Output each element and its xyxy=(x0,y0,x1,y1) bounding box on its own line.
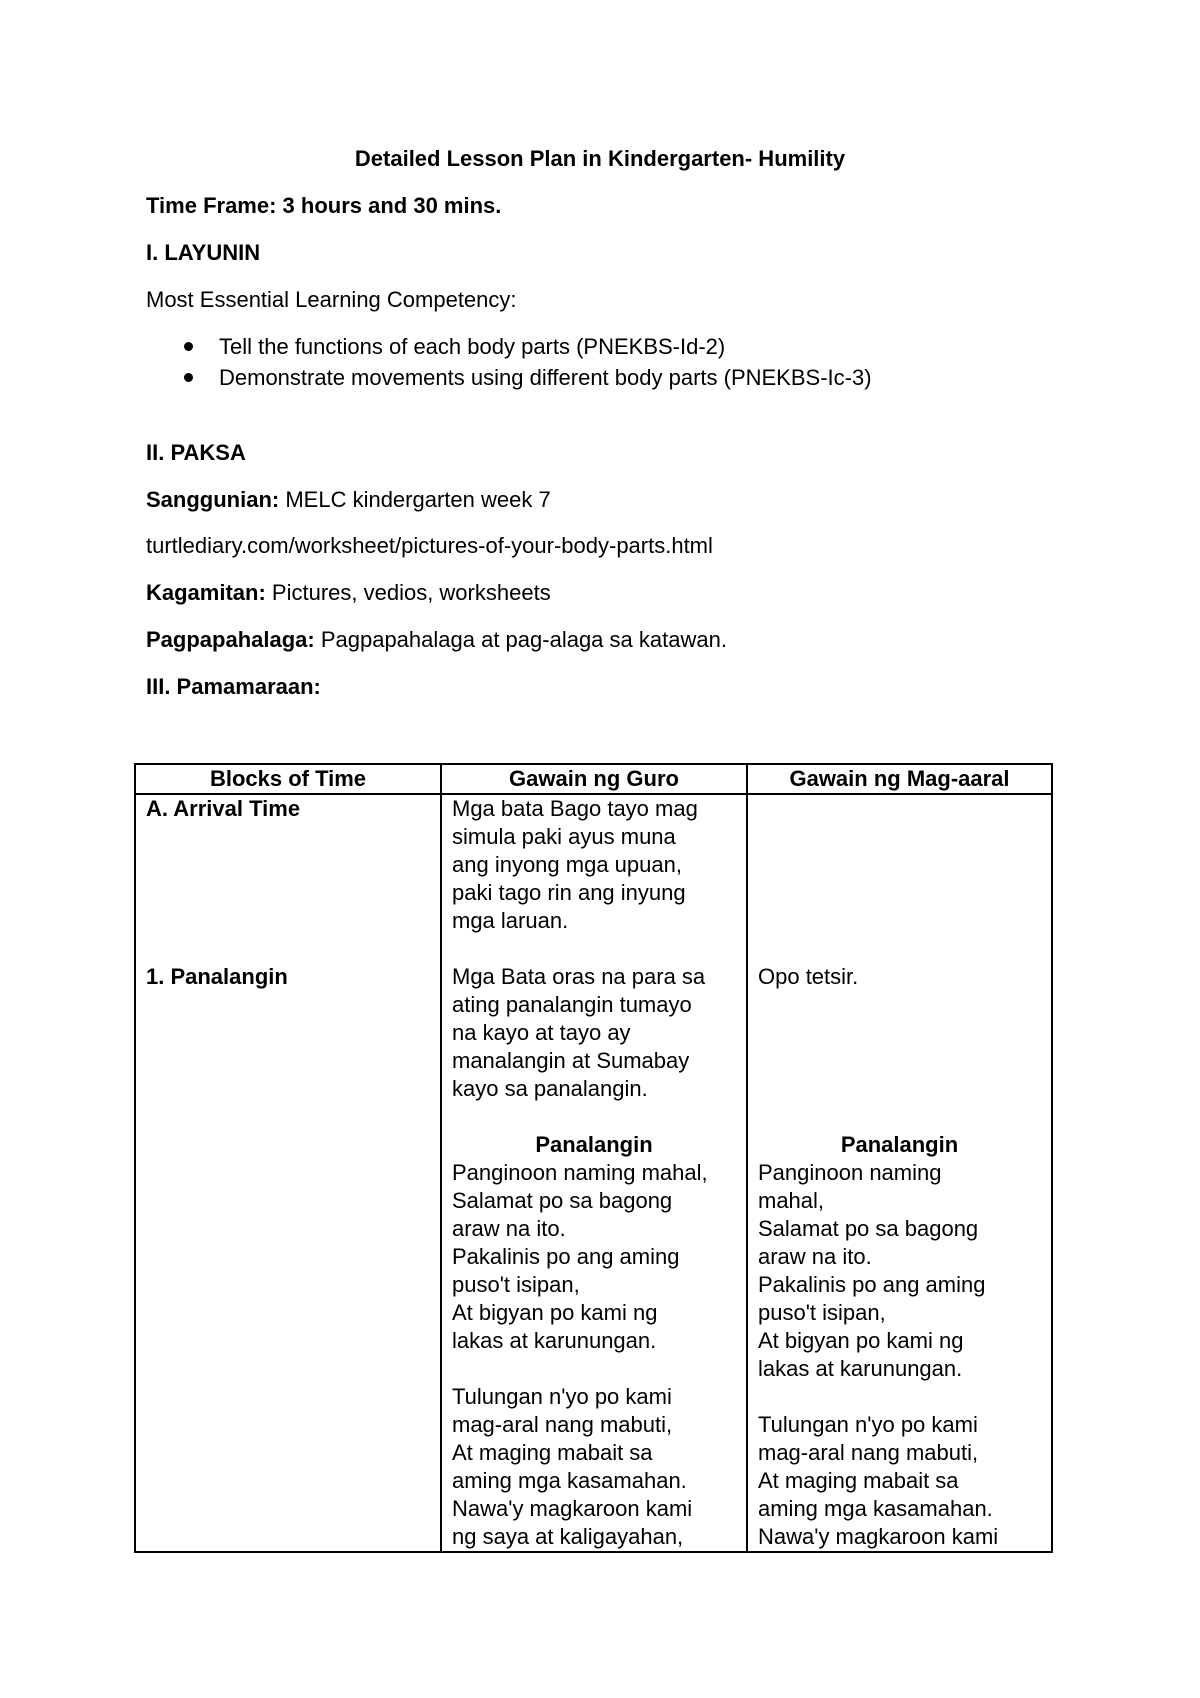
section-paksa-heading: II. PAKSA xyxy=(146,440,246,465)
student-activity-cell xyxy=(747,794,1052,1552)
arrival-time-label: A. Arrival Time xyxy=(146,796,301,821)
blocks-of-time-cell xyxy=(135,794,441,1552)
table-header-cell: Gawain ng Mag-aaral xyxy=(747,764,1052,794)
sanggunian-value: MELC kindergarten week 7 xyxy=(279,487,551,512)
table-row xyxy=(135,794,1052,1552)
list-item xyxy=(146,331,872,362)
kagamitan-label: Kagamitan: xyxy=(146,580,266,605)
competency-text: Tell the functions of each body parts (PNEKBS-Id-2) xyxy=(219,334,726,359)
section-pamamaraan-heading: III. Pamamaraan: xyxy=(146,674,321,699)
teacher-prayer-title: Panalangin xyxy=(535,1132,653,1157)
panalangin-label: 1. Panalangin xyxy=(146,964,288,989)
list-item xyxy=(146,362,872,393)
kagamitan-line xyxy=(146,579,551,607)
pagpapahalaga-value: Pagpapahalaga at pag-alaga sa katawan. xyxy=(314,627,727,652)
student-response: Opo tetsir. xyxy=(758,964,859,989)
prayer-intro: Mga Bata oras na para sa ating panalangin tumayo na kayo at tayo ay manalangin at Sumabay kayo sa panalangin. xyxy=(452,964,706,1101)
pagpapahalaga-label: Pagpapahalaga: xyxy=(146,627,315,652)
student-prayer-text: Panginoon naming mahal, Salamat po sa bagong araw na ito. Pakalinis po ang aming puso't isipan, At bigyan po kami ng lakas at karunungan. Tulungan n'yo po kami mag-aral nang mabuti, At maging mabait sa aming mga kasamahan. Nawa'y magkaroon kami xyxy=(758,1160,999,1549)
bullet-icon xyxy=(184,373,193,382)
lesson-plan-table xyxy=(134,763,1053,1553)
time-frame: Time Frame: 3 hours and 30 mins. xyxy=(146,193,502,218)
melc-heading: Most Essential Learning Competency: xyxy=(146,287,517,312)
page-title: Detailed Lesson Plan in Kindergarten- Humility xyxy=(354,146,846,171)
teacher-activity-cell xyxy=(441,794,747,1552)
table-header-cell: Gawain ng Guro xyxy=(441,764,747,794)
teacher-prayer-text: Panginoon naming mahal, Salamat po sa bagong araw na ito. Pakalinis po ang aming puso't isipan, At bigyan po kami ng lakas at karunungan. Tulungan n'yo po kami mag-aral nang mabuti, At maging mabait sa aming mga kasamahan. Nawa'y magkaroon kami ng saya at kaligayahan, xyxy=(452,1160,708,1549)
table-header-row xyxy=(135,764,1052,794)
competency-text: Demonstrate movements using different body parts (PNEKBS-Ic-3) xyxy=(219,365,872,390)
arrival-instructions: Mga bata Bago tayo mag simula paki ayus muna ang inyong mga upuan, paki tago rin ang inyung mga laruan. xyxy=(452,796,698,933)
pagpapahalaga-line xyxy=(146,626,727,654)
sanggunian-line xyxy=(146,486,551,514)
kagamitan-value: Pictures, vedios, worksheets xyxy=(265,580,551,605)
table-header-cell: Blocks of Time xyxy=(135,764,441,794)
competency-list xyxy=(146,331,872,393)
bullet-icon xyxy=(184,342,193,351)
sanggunian-label: Sanggunian: xyxy=(146,487,280,512)
section-layunin-heading: I. LAYUNIN xyxy=(146,240,261,265)
reference-url: turtlediary.com/worksheet/pictures-of-your-body-parts.html xyxy=(146,533,713,558)
student-prayer-title: Panalangin xyxy=(840,1132,959,1157)
